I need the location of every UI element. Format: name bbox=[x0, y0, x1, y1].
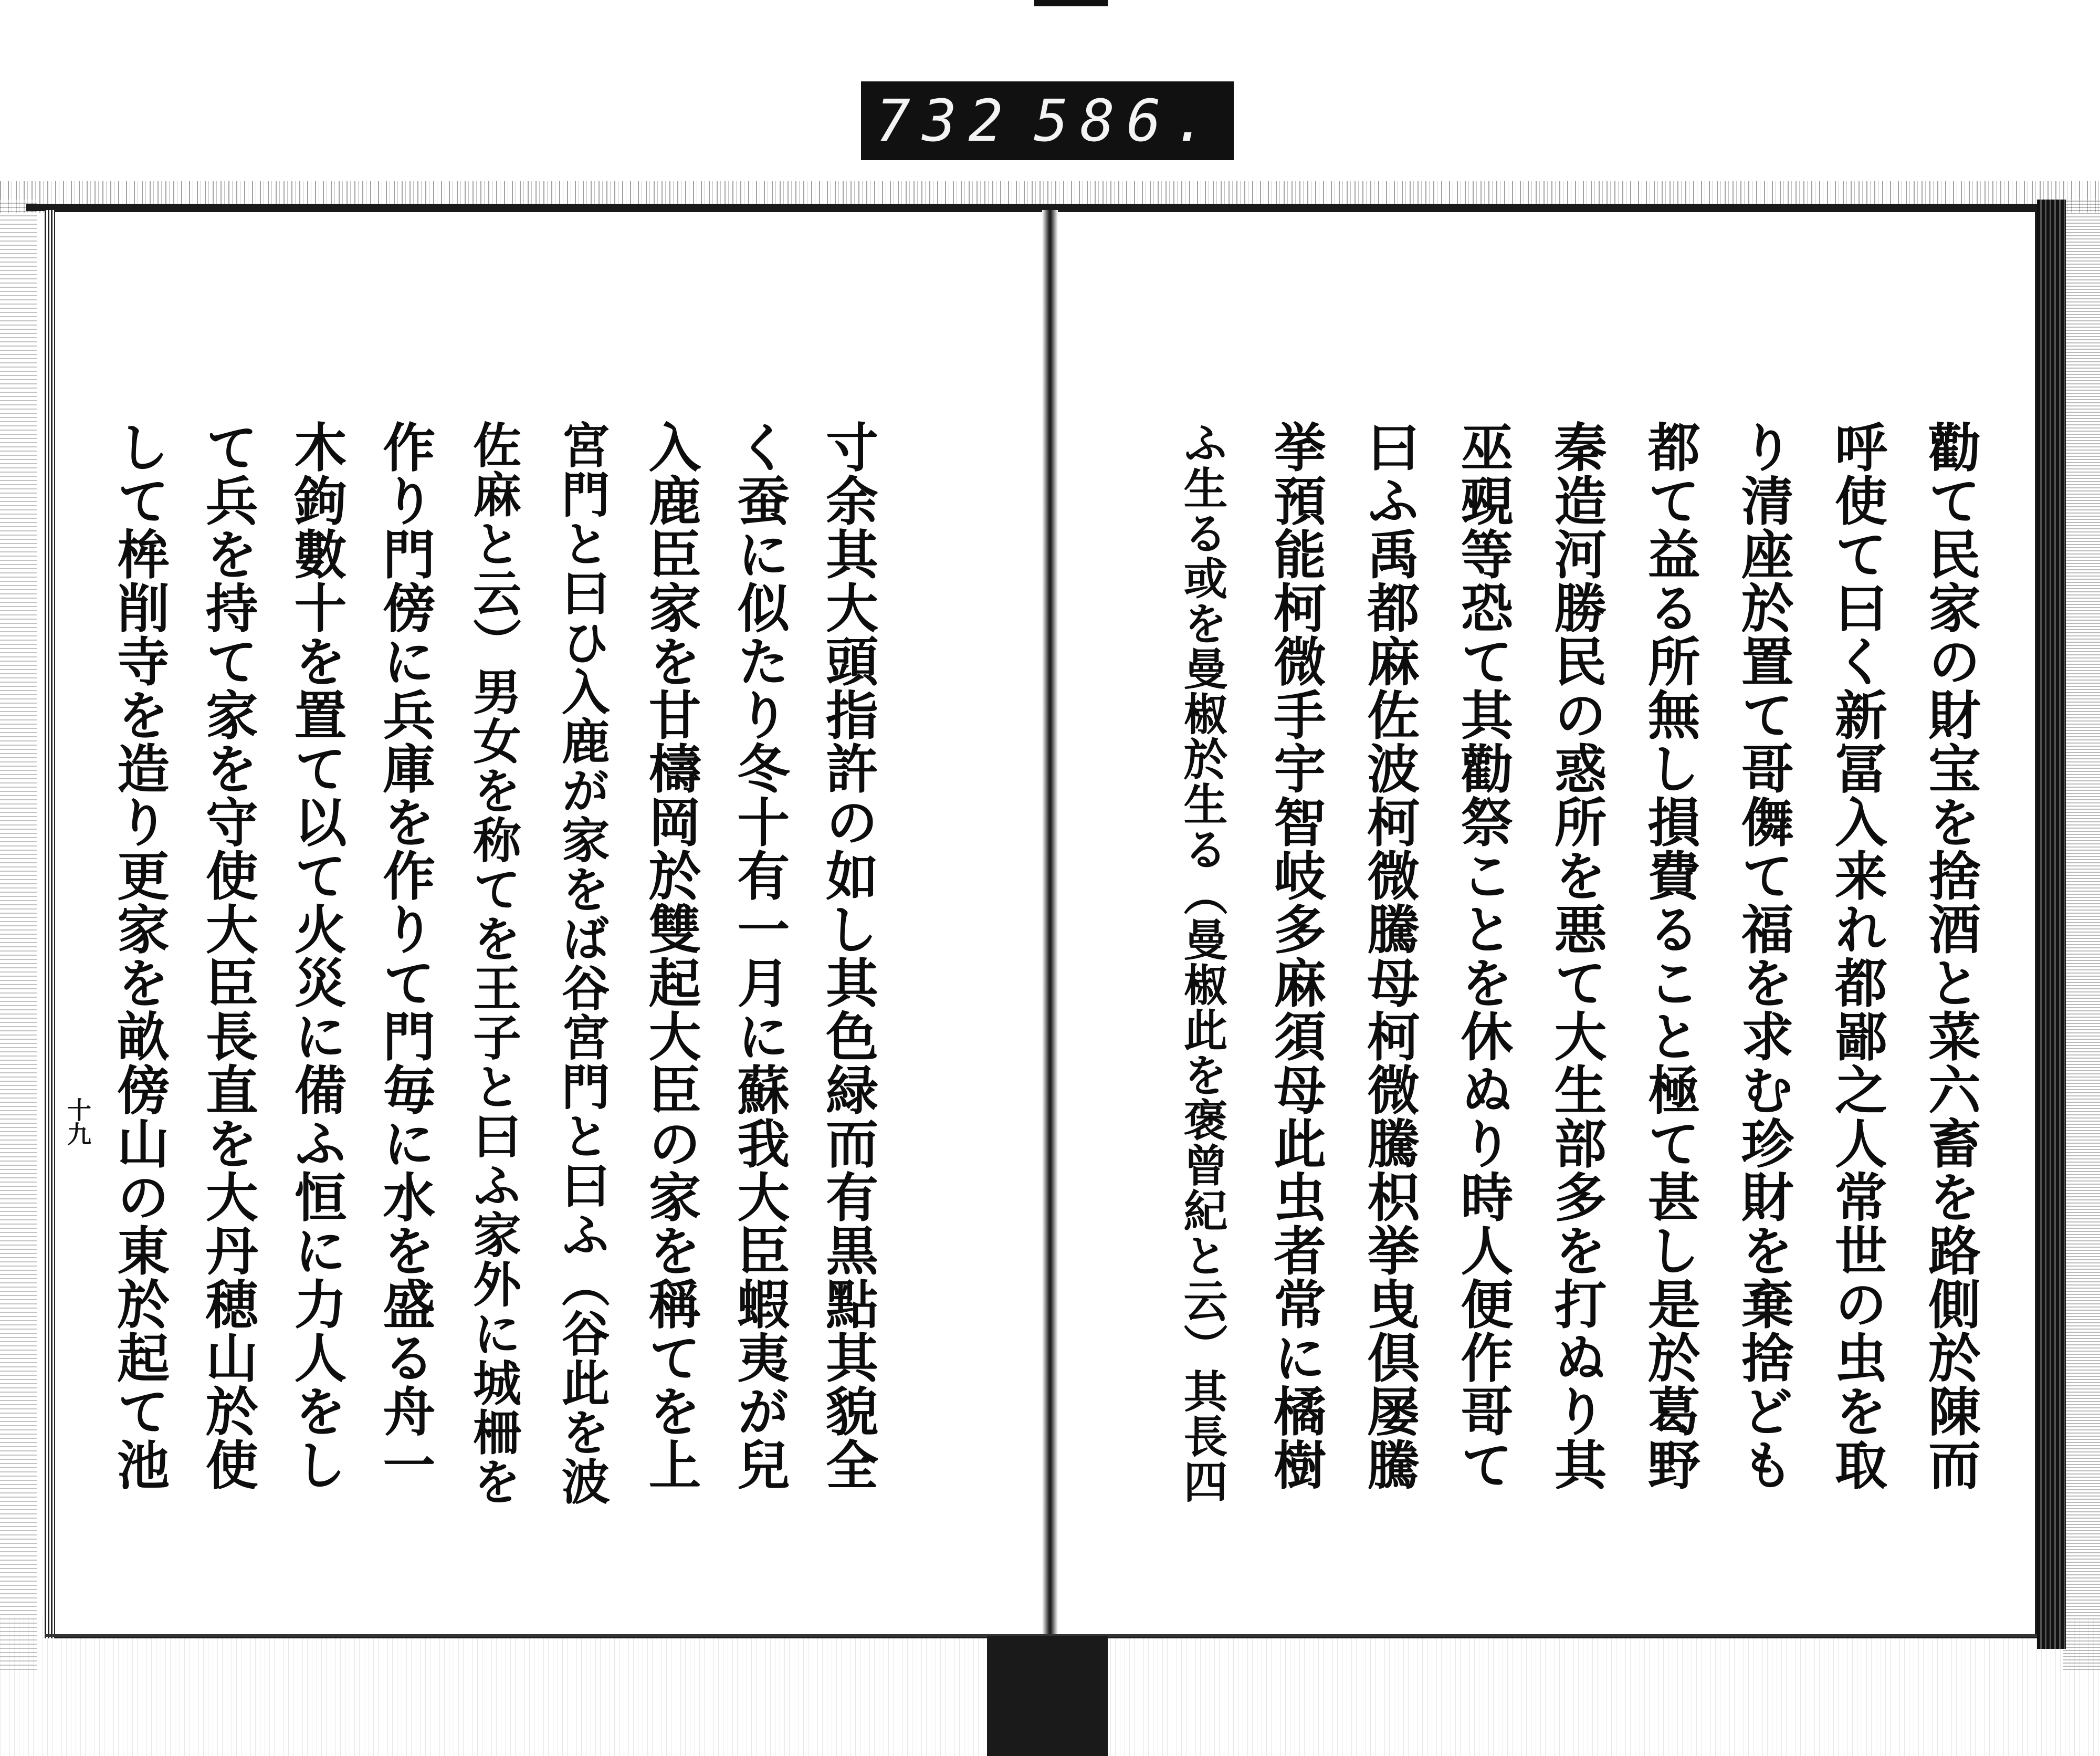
text-column: 曰ふ禹都麻佐波柯微騰母柯微騰枳挙曳倶屡騰 bbox=[1358, 420, 1421, 1491]
call-number-right: 586. bbox=[1034, 87, 1219, 154]
text-column: り清座於置て哥儛て福を求む珍財を棄捨ども bbox=[1732, 420, 1794, 1491]
text-column: 勸て民家の財宝を捨酒と菜六畜を路側於陳而 bbox=[1919, 420, 1981, 1491]
book-gutter bbox=[1042, 210, 1058, 1638]
scan-noise-left bbox=[0, 200, 37, 1670]
text-column: 佐麻と云）男女を称てを王子と曰ふ家外に城柵を bbox=[465, 420, 522, 1506]
text-column: 入鹿臣家を甘檮岡於雙起大臣の家を稱てを上 bbox=[639, 420, 702, 1491]
text-column: 秦造河勝民の惑所を悪て大生部多を打ぬり其 bbox=[1545, 420, 1608, 1491]
text-column: く蚕に似たり冬十有一月に蘇我大臣蝦夷が兒 bbox=[728, 420, 791, 1491]
call-number-label bbox=[861, 81, 1234, 160]
left-page-edge bbox=[45, 210, 55, 1638]
page-number: 十九 bbox=[64, 1098, 92, 1146]
right-page-text bbox=[1171, 420, 1982, 1560]
left-page-text bbox=[108, 420, 879, 1560]
text-column: 木鉤數十を置て以て火災に備ふ恒に力人をし bbox=[285, 420, 348, 1491]
text-column: 挙預能柯微手宇智岐多麻須母此虫者常に橘樹 bbox=[1265, 420, 1327, 1491]
scan-noise-right bbox=[2063, 200, 2100, 1670]
text-column: 宮門と曰ひ入鹿が家をば谷宮門と曰ふ（谷此を波 bbox=[553, 420, 611, 1506]
bottom-tab bbox=[987, 1636, 1108, 1756]
text-column: 呼使て曰く新冨入来れ都鄙之人常世の虫を取 bbox=[1825, 420, 1888, 1491]
text-column: て兵を持て家を守使大臣長直を大丹穂山於使 bbox=[196, 420, 259, 1491]
book-fore-edge bbox=[2037, 200, 2066, 1649]
text-column: 巫覡等恐て其勸祭ことを休ぬり時人便作哥て bbox=[1452, 420, 1514, 1491]
text-column: して桙削寺を造り更家を畝傍山の東於起て池 bbox=[108, 420, 170, 1491]
text-column: 寸余其大頭指許の如し其色緑而有黒點其貌全 bbox=[817, 420, 879, 1491]
text-column: 都て益る所無し損費ること極て甚し是於葛野 bbox=[1639, 420, 1701, 1491]
text-column: 作り門傍に兵庫を作りて門毎に水を盛る舟一 bbox=[374, 420, 436, 1491]
top-tab bbox=[1034, 0, 1108, 6]
call-number-left: 732 bbox=[876, 87, 1015, 154]
text-column: ふ生る或を曼椒於生る（曼椒此を褒曾紀と云）其長四 bbox=[1177, 420, 1228, 1504]
